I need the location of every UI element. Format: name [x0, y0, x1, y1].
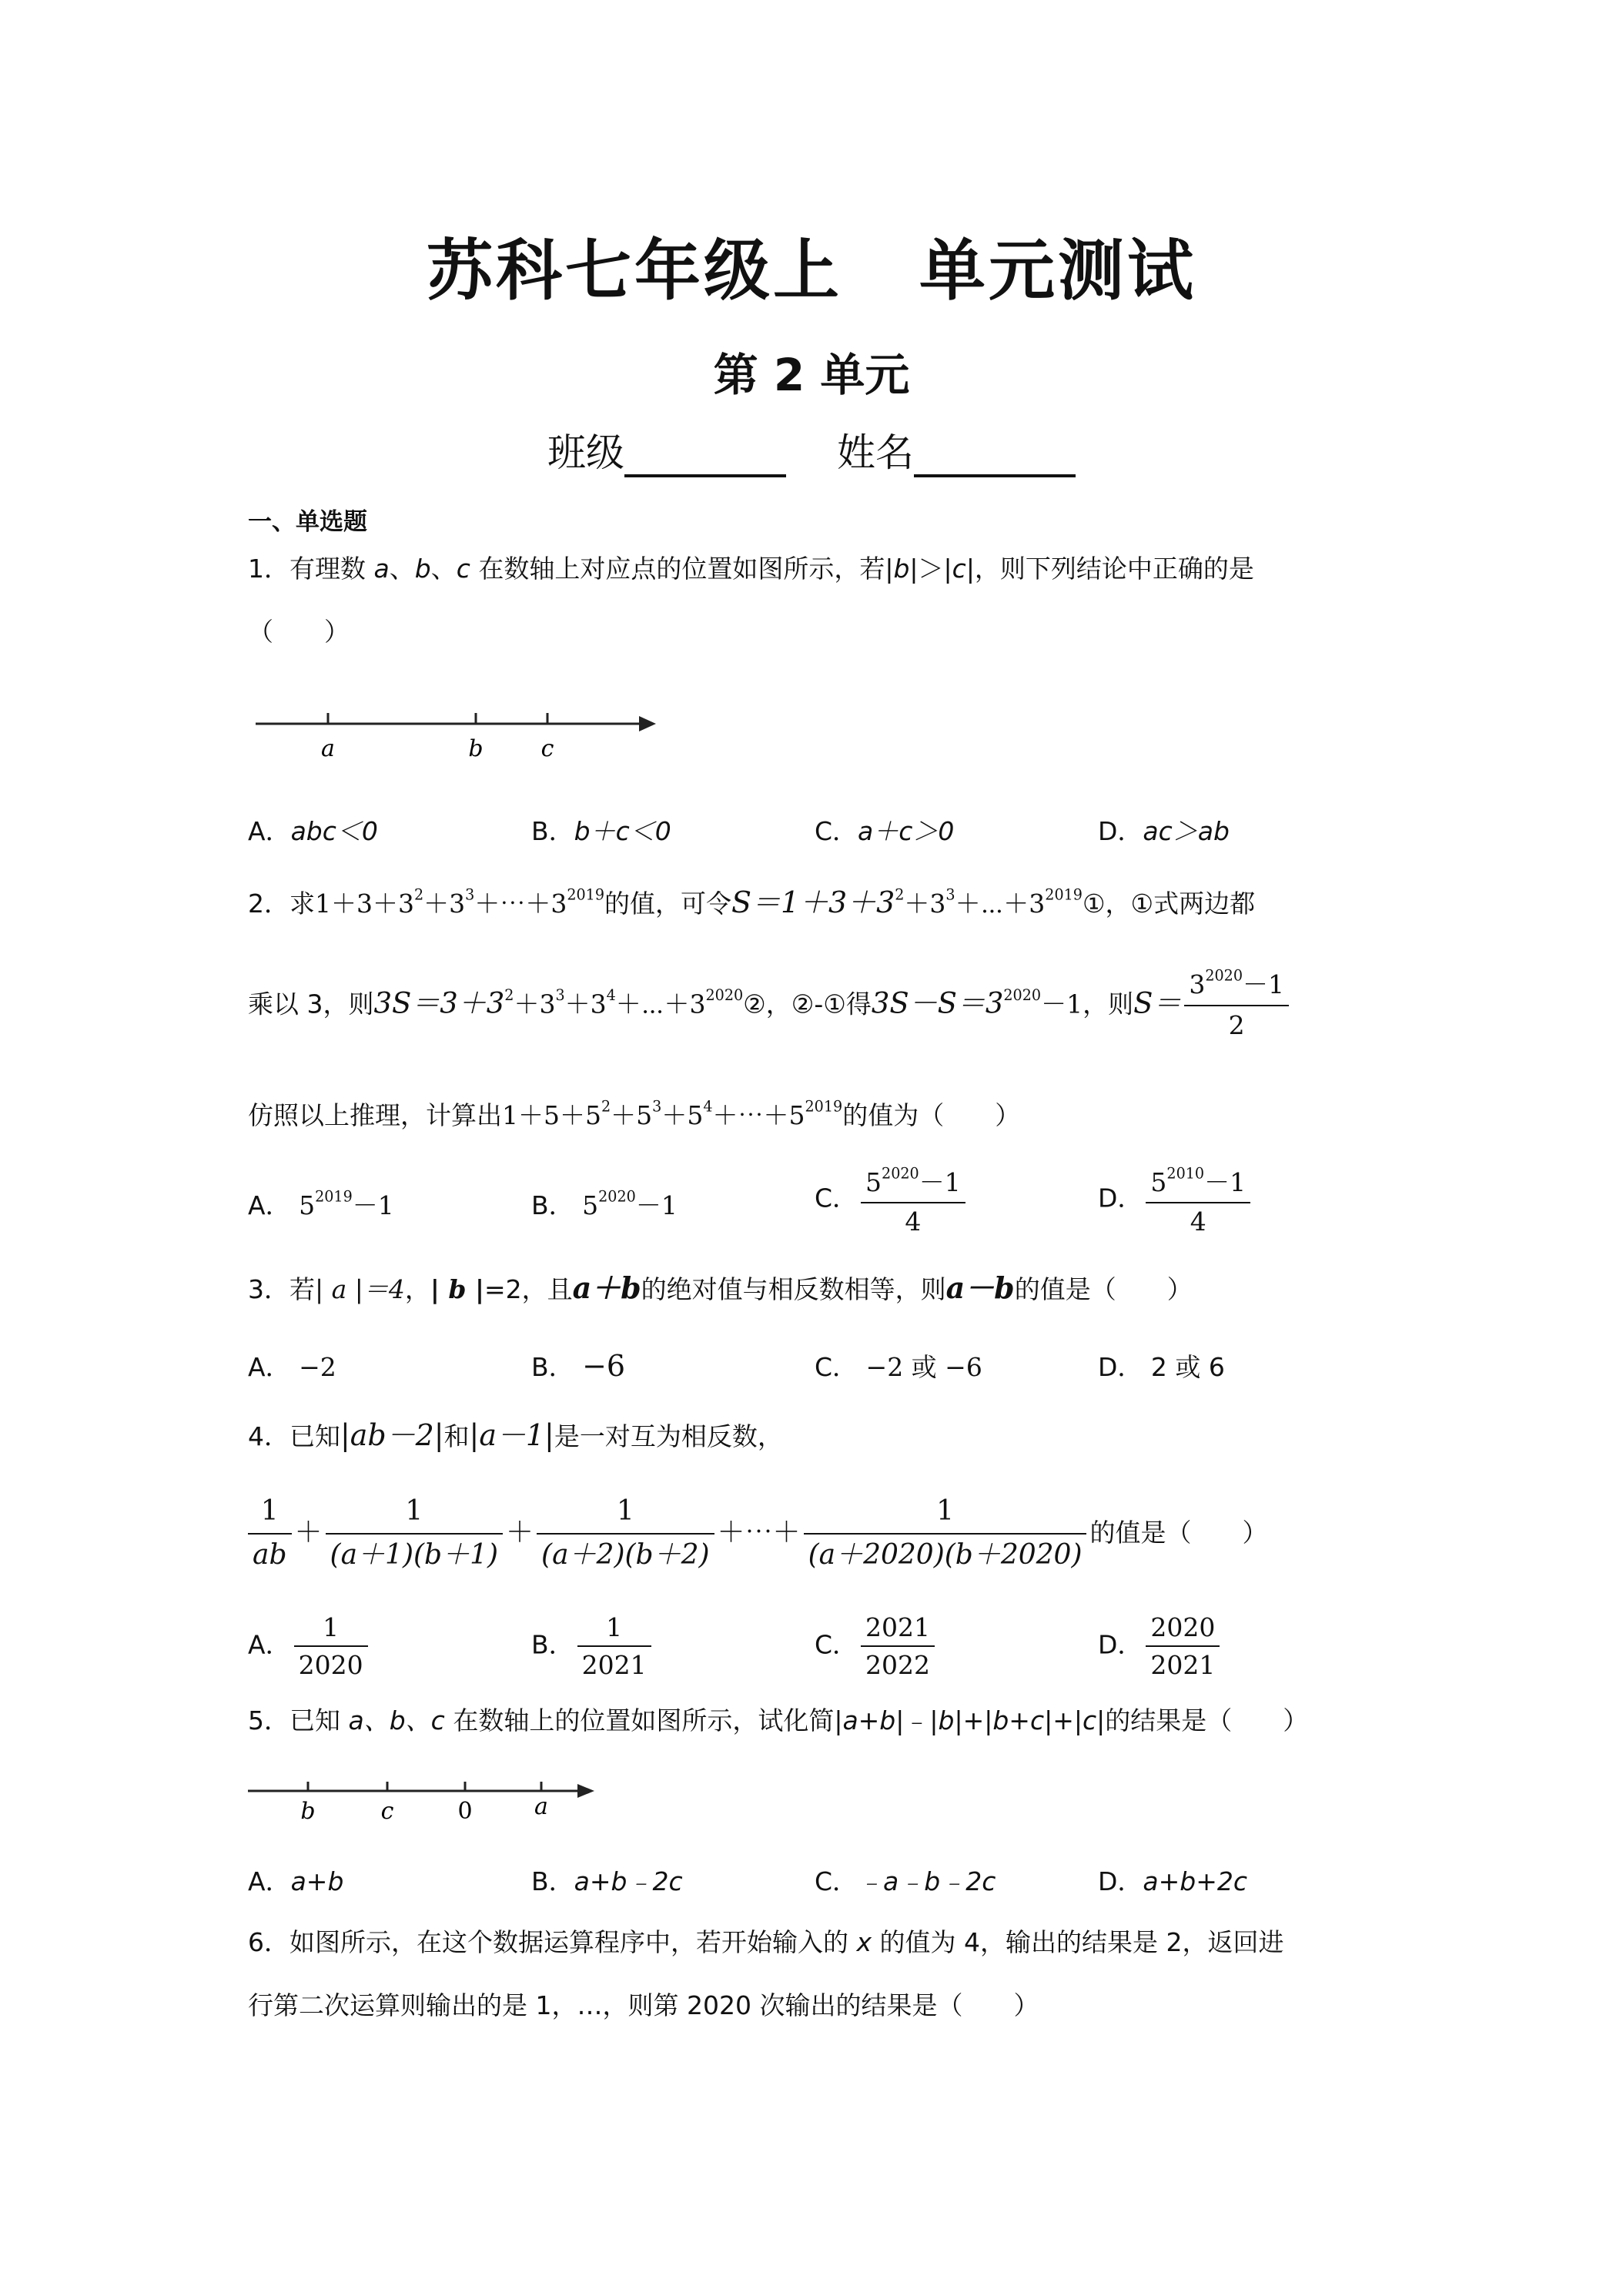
q4-option-d[interactable]: D． $\frac{2020}{2021}$ [1098, 1612, 1223, 1680]
question-4-expression: $\frac{1}{ab}$ ＋ $\frac{1}{(a+1)(b+1)}$ ＋ $\frac{1}{(a+2)(b+2)}$ ＋⋯＋ $\frac{1}{(a+2020)(b+2020)}$ 的值是（ ） [245, 1494, 1267, 1574]
q4-option-c[interactable]: C． $\frac{2021}{2022}$ [815, 1612, 938, 1680]
axis-label-zero: 0 [457, 1798, 473, 1825]
q5-option-b[interactable]: B．a+b﹣2c [531, 1866, 683, 1896]
q2-option-c[interactable]: C． $\frac{5^{2020}-1}{4}$ [815, 1163, 969, 1237]
title-left: 苏科七年级上 [427, 233, 842, 310]
axis-label-b: b [468, 735, 484, 762]
q5-option-a[interactable]: A．a+b [248, 1866, 344, 1896]
q1-option-d[interactable]: D．ac＞ab [1098, 816, 1230, 846]
q1-option-b[interactable]: B．b＋c＜0 [531, 816, 671, 846]
number-line-q1 [248, 693, 664, 762]
q5-option-d[interactable]: D．a+b+2c [1098, 1866, 1248, 1896]
q2-option-d[interactable]: D． $\frac{5^{2010}-1}{4}$ [1098, 1163, 1253, 1237]
question-6-line-2: 行第二次运算则输出的是 1，…，则第 2020 次输出的结果是（ ） [248, 1990, 1039, 2020]
name-label: 姓名 [836, 430, 914, 475]
question-6-line-1: 6．如图所示，在这个数据运算程序中，若开始输入的 x 的值为 4，输出的结果是 2，返回进 [248, 1927, 1284, 1957]
q2-option-a[interactable]: A． $5^{2019}-1$ [248, 1187, 394, 1220]
q3-option-a[interactable]: A． −2 [248, 1352, 336, 1382]
q2-fraction: $\frac{3^{2020}-1}{2}$ [1184, 969, 1289, 1043]
q5-option-c[interactable]: C．﹣a﹣b﹣2c [815, 1866, 996, 1896]
exam-title [0, 217, 1623, 313]
unit-title: 第 2 单元 [713, 349, 910, 401]
q3-option-d[interactable]: D． 2 或 6 [1098, 1352, 1225, 1382]
name-blank [914, 436, 1076, 477]
axis-label-b: b [300, 1798, 316, 1825]
question-2-line-2: 乘以 3，则$3S=3+3^2+3^3+3^4+\cdots+3^{2020}②$，②-①得$3S-S=3^{2020}-1$，则S＝ $\frac{3^{2020}-1}{2}$ [248, 969, 1292, 1043]
question-4-stem: 4．已知|ab－2|和|a－1|是一对互为相反数， [248, 1418, 783, 1452]
title-right: 单元测试 [919, 233, 1196, 310]
question-5-stem: 5．已知 a、b、c 在数轴上的位置如图所示，试化简|a+b|﹣|b|+|b+c|+|c|的结果是（ ） [248, 1705, 1309, 1735]
axis-label-c: c [540, 735, 554, 762]
axis-label-a: a [321, 735, 335, 762]
axis-label-c: c [380, 1798, 394, 1825]
question-2-line-1: 2．求$1+3+3^2+3^3+\cdots+3^{2019}$的值，可令$S=1+3+3^2+3^3+\cdots+3^{2019}①$，①式两边都 [248, 885, 1256, 919]
number-line-q5 [248, 1771, 602, 1832]
q4-option-b[interactable]: B． $\frac{1}{2021}$ [531, 1612, 654, 1680]
q2-option-b[interactable]: B． $5^{2020}-1$ [531, 1187, 678, 1220]
q1-option-c[interactable]: C．a＋c＞0 [815, 816, 955, 846]
question-3-stem: 3．若| a |＝4，| b |=2，且a＋b的绝对值与相反数相等，则a－b的值是（ ） [248, 1270, 1193, 1305]
student-info-line [0, 422, 1623, 477]
q1-option-a[interactable]: A．abc＜0 [248, 816, 378, 846]
question-1-paren: （ ） [248, 617, 350, 647]
class-label: 班级 [547, 430, 625, 475]
question-1-stem: 1．有理数 a、b、c 在数轴上对应点的位置如图所示，若|b|＞|c|，则下列结论中正确的是 [248, 554, 1254, 584]
section-title: 一、单选题 [248, 508, 367, 536]
q3-option-c[interactable]: C． −2 或 −6 [815, 1352, 982, 1382]
class-blank [624, 436, 786, 477]
axis-label-a: a [534, 1793, 548, 1820]
q3-option-b[interactable]: B． −6 [531, 1349, 626, 1383]
q4-option-a[interactable]: A． $\frac{1}{2020}$ [248, 1612, 371, 1680]
question-2-line-3: 仿照以上推理，计算出$1+5+5^2+5^3+5^4+\cdots+5^{2019}$的值为（ ） [248, 1097, 1021, 1130]
